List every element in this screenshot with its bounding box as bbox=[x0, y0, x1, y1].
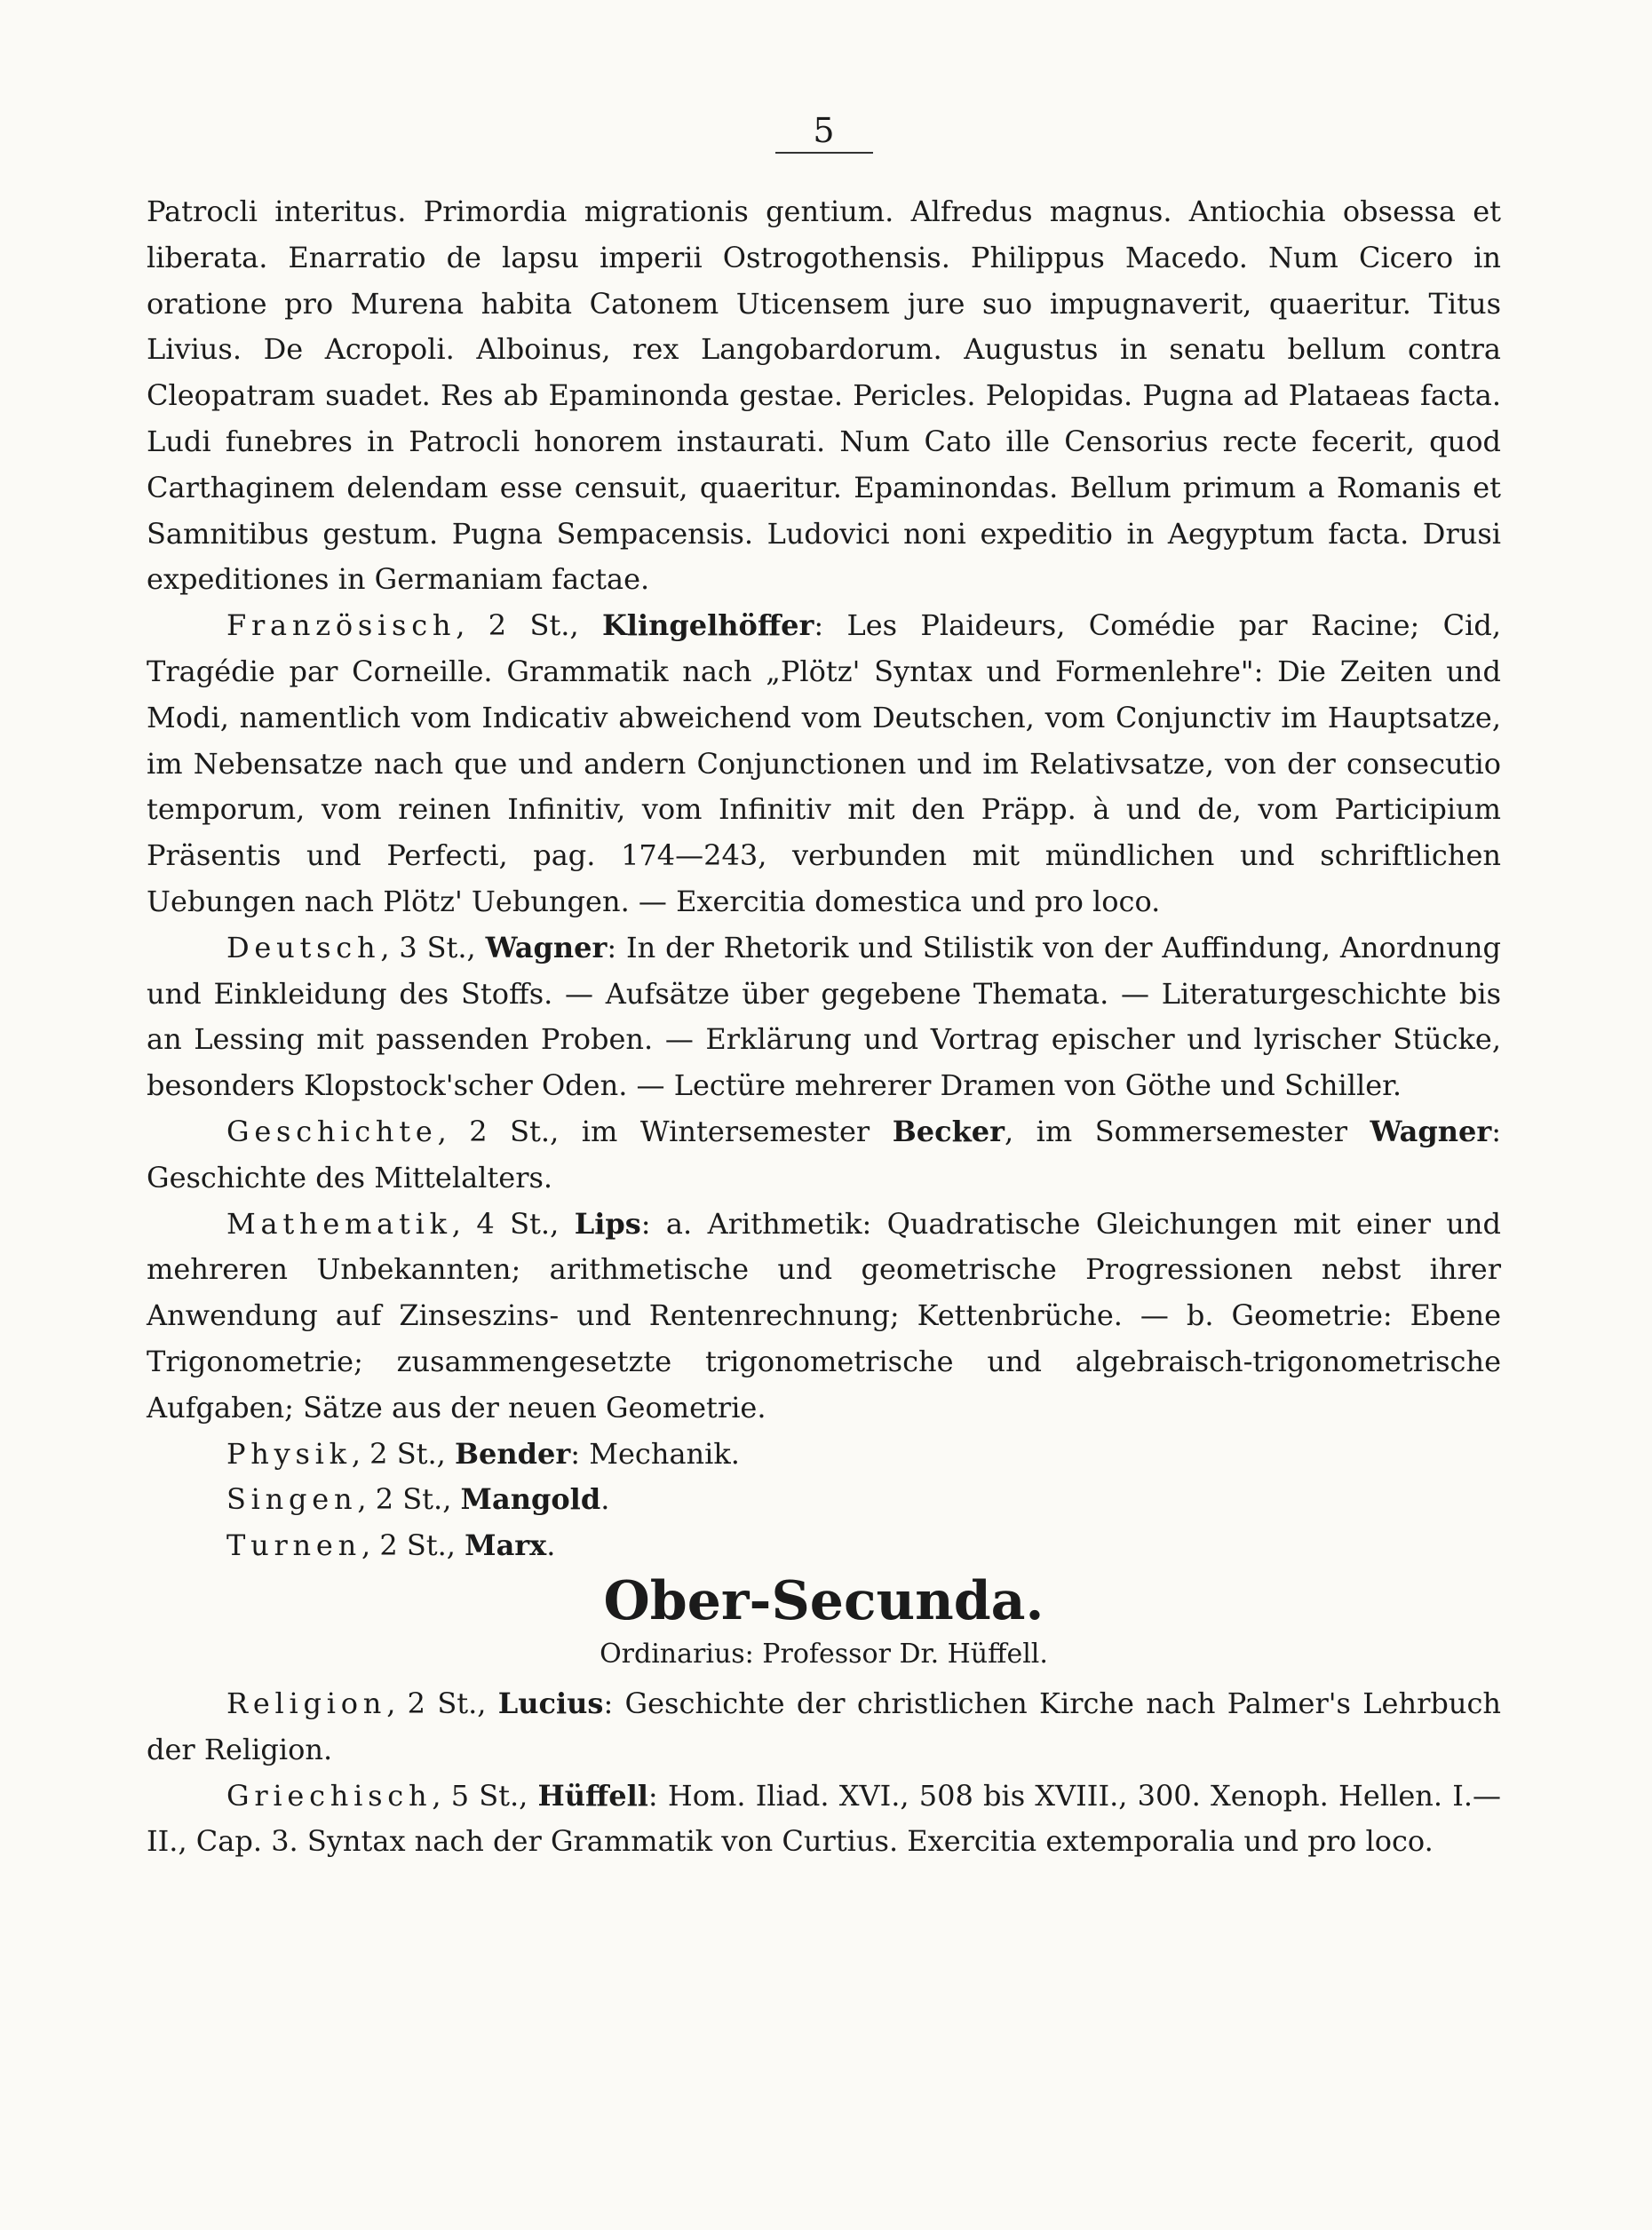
teacher-name-winter: Becker bbox=[892, 1114, 1005, 1148]
subject-hours: , 2 St., bbox=[456, 608, 602, 643]
subject-hours: , 2 St., bbox=[386, 1686, 498, 1720]
subject-hours: , 5 St., bbox=[432, 1778, 538, 1813]
subject-content: : In der Rhetorik und Stilistik von der Auffindung, Anordnung und Einkleidung des Stoffs. — Aufsätze über gegebene Themata. — Literaturgeschichte bis an Lessing mit passenden Proben. — Erklärung und Vortrag epischer und lyrischer Stücke, besonders Klopstock'scher Oden. — Lectüre mehrerer Dramen von Göthe und Schiller. bbox=[147, 930, 1501, 1103]
subject-physik bbox=[147, 1432, 1501, 1478]
subject-name: Turnen bbox=[226, 1528, 361, 1563]
subject-name: Französisch bbox=[226, 608, 457, 643]
subject-content: : a. Arithmetik: Quadratische Gleichungen mit einer und mehreren Unbekannten; arithmetische und geometrische Progressionen nebst ihrer Anwendung auf Zinseszins- und Rentenrechnung; Kettenbrüche. — b. Geometrie: Ebene Trigonometrie; zusammengesetzte trigonometrische und algebraisch-trigonometrische Aufgaben; Sätze aus der neuen Geometrie. bbox=[147, 1206, 1502, 1425]
subject-hours: , 2 St., im Wintersemester bbox=[437, 1114, 893, 1148]
subject-content: : Les Plaideurs, Comédie par Racine; Cid, Tragédie par Corneille. Grammatik nach „Plötz' Syntax und Formenlehre": Die Zeiten und Modi, namentlich vom Indicativ abweichend vom Deutschen, vom Conjunctiv im Hauptsatze, im Nebensatze nach que und andern Conjunctionen und im Relativsatze, von der consecutio temporum, vom reinen Infinitiv, vom Infinitiv mit den Präpp. à und de, vom Participium Präsentis und Perfecti, pag. 174—243, verbunden mit mündlichen und schriftlichen Uebungen nach Plötz' Uebungen. — Exercitia domestica und pro loco. bbox=[147, 608, 1502, 918]
subject-content: . bbox=[546, 1528, 556, 1563]
teacher-name-summer: Wagner bbox=[1370, 1114, 1492, 1148]
page-number: 5 bbox=[813, 111, 835, 150]
subject-turnen bbox=[147, 1523, 1501, 1569]
subject-name: Geschichte bbox=[226, 1114, 438, 1148]
teacher-name: Klingelhöffer bbox=[601, 608, 814, 643]
subject-griechisch bbox=[147, 1774, 1501, 1866]
subject-hours: , 2 St., bbox=[361, 1528, 465, 1563]
teacher-name: Bender bbox=[455, 1436, 571, 1471]
section-title: Ober-Secunda. bbox=[603, 1569, 1044, 1632]
subject-content: : Mechanik. bbox=[570, 1436, 740, 1471]
subject-semester-text: , im Sommersemester bbox=[1005, 1114, 1370, 1148]
subject-hours: , 2 St., bbox=[351, 1436, 455, 1471]
subject-name: Mathematik bbox=[226, 1206, 452, 1241]
subject-name: Religion bbox=[226, 1686, 387, 1720]
teacher-name: Mangold bbox=[460, 1482, 601, 1517]
subject-singen bbox=[147, 1477, 1501, 1523]
subject-deutsch bbox=[147, 925, 1501, 1109]
ordinarius-line: Ordinarius: Professor Dr. Hüffell. bbox=[600, 1638, 1048, 1670]
subject-content: : Geschichte des Mittelalters. bbox=[147, 1114, 1502, 1194]
subject-content: . bbox=[600, 1482, 610, 1517]
teacher-name: Lucius bbox=[497, 1686, 604, 1720]
subject-religion bbox=[147, 1681, 1501, 1774]
page-number-rule bbox=[775, 152, 873, 154]
subject-content: : Hom. Iliad. XVI., 508 bis XVIII., 300. Xenoph. Hellen. I.—II., Cap. 3. Syntax nach der Grammatik von Curtius. Exercitia extemporalia und pro loco. bbox=[147, 1778, 1501, 1859]
teacher-name: Wagner bbox=[485, 930, 608, 964]
subject-name: Griechisch bbox=[226, 1778, 433, 1813]
subject-name: Singen bbox=[226, 1482, 358, 1517]
latin-essay-topics: Patrocli interitus. Primordia migrationis gentium. Alfredus magnus. Antiochia obsessa et liberata. Enarratio de lapsu imperii Ostrogothensis. Philippus Macedo. Num Cicero in oratione pro Murena habita Catonem Uticensem jure suo impugnaverit, quaeritur. Titus Livius. De Acropoli. Alboinus, rex Langobardorum. Augustus in senatu bellum contra Cleopatram suadet. Res ab Epaminonda gestae. Pericles. Pelopidas. Pugna ad Plataeas facta. Ludi funebres in Patrocli honorem instaurati. Num Cato ille Censorius recte fecerit, quod Carthaginem delendam esse censuit, quaeritur. Epaminondas. Bellum primum a Romanis et Samnitibus gestum. Pugna Sempacensis. Ludovici noni expeditio in Aegyptum facta. Drusi expeditiones in Germaniam factae. bbox=[147, 194, 1501, 597]
subject-franzoesisch bbox=[147, 603, 1501, 925]
subject-geschichte bbox=[147, 1109, 1501, 1202]
teacher-name: Lips bbox=[574, 1206, 641, 1241]
subject-name: Deutsch bbox=[226, 930, 381, 964]
subject-hours: , 3 St., bbox=[380, 930, 486, 964]
subject-hours: , 4 St., bbox=[451, 1206, 575, 1241]
teacher-name: Hüffell bbox=[537, 1778, 648, 1813]
subject-content: : Geschichte der christlichen Kirche nach Palmer's Lehrbuch der Religion. bbox=[147, 1686, 1502, 1766]
subject-mathematik bbox=[147, 1202, 1501, 1432]
teacher-name: Marx bbox=[465, 1528, 547, 1563]
subject-name: Physik bbox=[226, 1436, 352, 1471]
subject-hours: , 2 St., bbox=[357, 1482, 461, 1517]
